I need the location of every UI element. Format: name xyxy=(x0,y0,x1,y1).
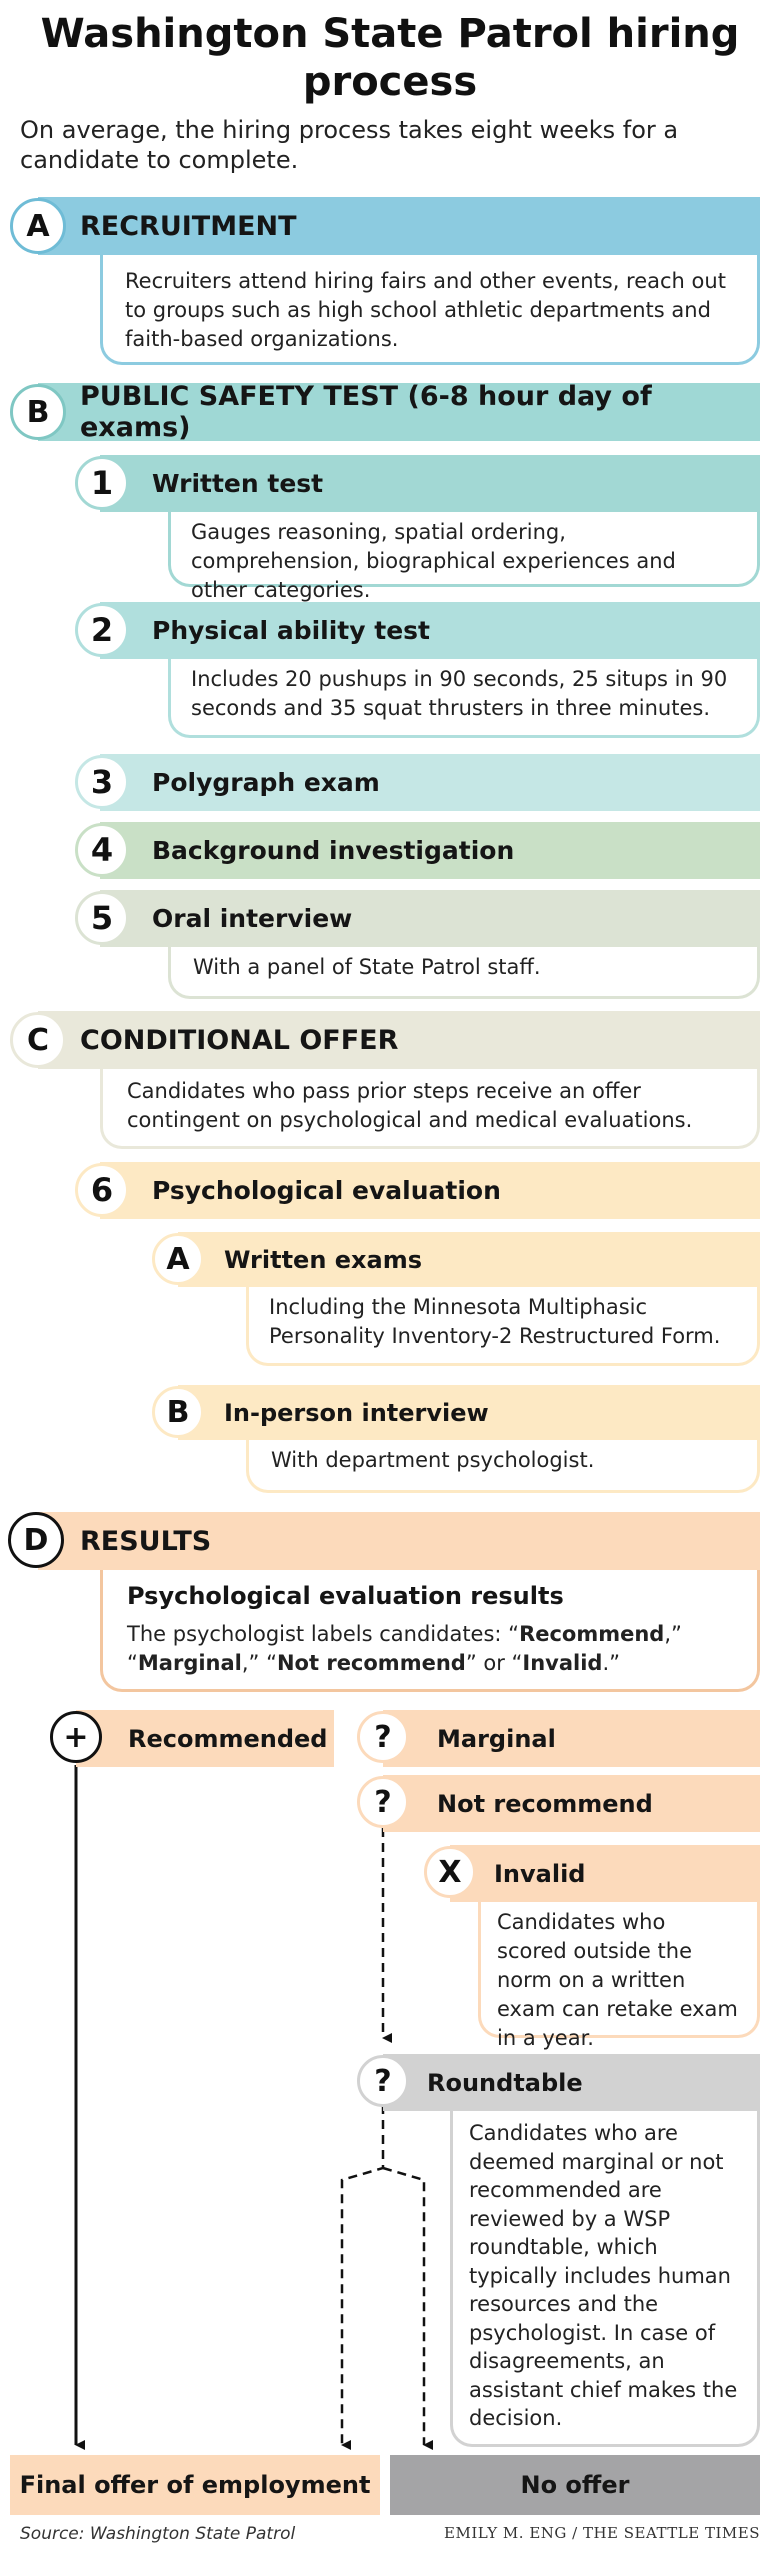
step-6-badge: 6 xyxy=(75,1163,129,1217)
step-3-badge: 3 xyxy=(75,755,129,809)
conditional-offer-desc: Candidates who pass prior steps receive an offer contingent on psychological and medical evaluations. xyxy=(100,1069,760,1149)
step-2-badge: 2 xyxy=(75,603,129,657)
roundtable-desc: Candidates who are deemed marginal or not recommended are reviewed by a WSP roundtable, which typically includes human resources and the psychologist. In case of disagreements, an assistant chief makes the decision. xyxy=(450,2111,760,2447)
roundtable-question-icon: ? xyxy=(357,2055,409,2107)
step-4-badge: 4 xyxy=(75,823,129,877)
results-bar xyxy=(38,1512,760,1570)
recommended-bar xyxy=(76,1710,334,1767)
invalid-bar xyxy=(450,1845,760,1902)
results-label: RESULTS xyxy=(80,1525,212,1557)
marginal-question-icon: ? xyxy=(357,1711,409,1763)
written-exams-desc: Including the Minnesota Multiphasic Personality Inventory-2 Restructured Form. xyxy=(246,1287,760,1366)
not-recommend-question-icon: ? xyxy=(357,1776,409,1828)
conditional-offer-label: CONDITIONAL OFFER xyxy=(80,1024,399,1056)
interview-desc: With department psychologist. xyxy=(246,1440,760,1493)
no-offer-box xyxy=(390,2455,760,2515)
byline-credit: EMILY M. ENG / THE SEATTLE TIMES xyxy=(444,2524,760,2542)
step-oral-interview-label: Oral interview xyxy=(152,904,353,933)
public-safety-label: PUBLIC SAFETY TEST (6-8 hour day of exams) xyxy=(80,381,652,443)
step-1-badge: 1 xyxy=(75,456,129,510)
written-test-desc: Gauges reasoning, spatial ordering, comprehension, biographical experiences and other categories. xyxy=(168,512,760,587)
roundtable-no-offer-line xyxy=(383,2168,424,2445)
results-desc-title: Psychological evaluation results xyxy=(127,1582,564,1610)
substep-written-exams-bar xyxy=(178,1232,760,1287)
conditional-offer-bar xyxy=(38,1011,760,1069)
step-psych-eval-bar xyxy=(100,1162,760,1219)
public-safety-bar xyxy=(38,383,760,441)
invalid-label: Invalid xyxy=(494,1859,586,1888)
step-polygraph-label: Polygraph exam xyxy=(152,768,380,797)
source-credit: Source: Washington State Patrol xyxy=(20,2524,296,2544)
step-psych-eval-label: Psychological evaluation xyxy=(152,1176,501,1205)
results-desc xyxy=(100,1570,760,1692)
stage-d-badge: D xyxy=(8,1512,64,1568)
step-oral-interview-bar xyxy=(100,890,760,947)
substep-a-badge: A xyxy=(152,1233,204,1285)
intro-text: On average, the hiring process takes eight weeks for a candidate to complete. xyxy=(20,116,679,174)
step-written-test-bar xyxy=(100,455,760,512)
recruitment-bar xyxy=(38,197,760,255)
recruitment-label: RECRUITMENT xyxy=(80,210,297,242)
invalid-x-icon: X xyxy=(424,1846,476,1898)
oral-interview-desc: With a panel of State Patrol staff. xyxy=(168,947,760,999)
final-offer-box xyxy=(10,2455,380,2515)
stage-c-badge: C xyxy=(10,1012,66,1068)
no-offer-label: No offer xyxy=(520,2471,630,2499)
recruitment-desc: Recruiters attend hiring fairs and other events, reach out to groups such as high school athletic departments and faith-based organizations. xyxy=(100,255,760,365)
invalid-desc: Candidates who scored outside the norm on a written exam can retake exam in a year. xyxy=(478,1902,760,2038)
stage-b-badge: B xyxy=(10,384,66,440)
substep-written-exams-label: Written exams xyxy=(224,1245,423,1274)
step-physical-test-bar xyxy=(100,602,760,659)
roundtable-label: Roundtable xyxy=(427,2068,583,2097)
substep-b-badge: B xyxy=(152,1386,204,1438)
substep-interview-bar xyxy=(178,1385,760,1440)
marginal-bar xyxy=(383,1710,760,1767)
step-written-test-label: Written test xyxy=(152,469,324,498)
not-recommend-bar xyxy=(383,1775,760,1832)
step-5-badge: 5 xyxy=(75,891,129,945)
marginal-label: Marginal xyxy=(437,1724,556,1753)
recommended-plus-icon: + xyxy=(50,1711,102,1763)
page-title: Washington State Patrol hiring process xyxy=(40,11,740,105)
not-recommend-label: Not recommend xyxy=(437,1789,653,1818)
step-polygraph-bar xyxy=(100,754,760,811)
roundtable-split-line xyxy=(342,2090,383,2445)
recommended-label: Recommended xyxy=(128,1724,328,1753)
step-physical-test-label: Physical ability test xyxy=(152,616,430,645)
final-offer-label: Final offer of employment xyxy=(19,2471,371,2499)
step-background-label: Background investigation xyxy=(152,836,515,865)
physical-test-desc: Includes 20 pushups in 90 seconds, 25 situps in 90 seconds and 35 squat thrusters in three minutes. xyxy=(168,659,760,738)
stage-a-badge: A xyxy=(10,198,66,254)
results-desc-text: The psychologist labels candidates: “Recommend,” “Marginal,” “Not recommend” or “Invalid.” xyxy=(127,1622,682,1675)
step-background-bar xyxy=(100,822,760,879)
roundtable-bar xyxy=(383,2054,760,2111)
substep-interview-label: In-person interview xyxy=(224,1398,489,1427)
